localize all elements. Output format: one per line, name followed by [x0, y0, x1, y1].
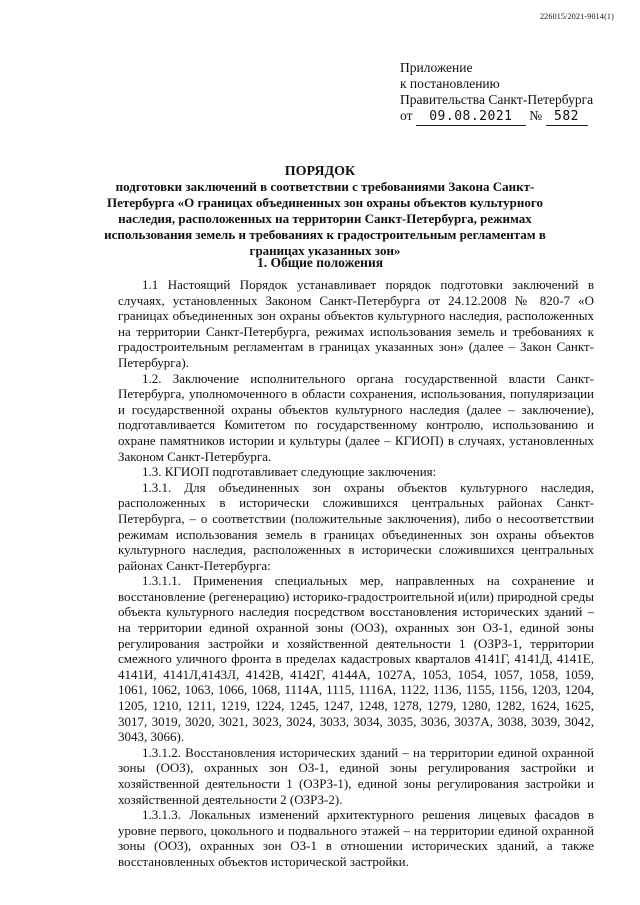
appendix-line-3: Правительства Санкт-Петербурга [400, 92, 594, 107]
appendix-date-line [400, 108, 600, 126]
paragraph-1-3-1-2: 1.3.1.2. Восстановления исторических зданий – на территории единой охранной зоны (ООЗ), охранных зон ОЗ-1, единой зоны регулирования застройки и хозяйственной деятельности 1 (ОЗРЗ-1), единой зоны регулирования застройки и хозяйственной деятельности 2 (ОЗРЗ-2). [118, 744, 594, 807]
document-title: ПОРЯДОК [284, 164, 356, 179]
paragraph-1-3: 1.3. КГИОП подготавливает следующие заключения: [142, 464, 437, 480]
appendix-line-1: Приложение [400, 60, 473, 75]
appendix-block [400, 60, 600, 126]
decree-number: 582 [546, 109, 588, 126]
paragraph-1-3-1-3: 1.3.1.3. Локальных изменений архитектурного решения лицевых фасадов в уровне первого, цокольного и подвального этажей – на территории единой охранной зоны (ООЗ), охранных зон ОЗ-1 в отношении исторических зданий, а также восстановленных объектов исторической застройки. [118, 807, 594, 869]
paragraph-1-2: 1.2. Заключение исполнительного органа государственной власти Санкт-Петербурга, уполномоченного в области сохранения, использования, популяризации и государственной охраны объектов культурного наследия (далее – заключение), подготавливается Комитетом по государственному контролю, использованию и охране памятников истории и культуры (далее – КГИОП) в случаях, установленных Законом Санкт-Петербурга. [118, 370, 594, 464]
paragraph-1-1: 1.1 Настоящий Порядок устанавливает порядок подготовки заключений в случаях, установленных Законом Санкт-Петербурга от 24.12.2008 № 820-7 «О границах объединенных зон охраны объектов культурного наследия, расположенных на территории Санкт-Петербурга, режимах использования земель и требованиях к градостроительным регламентам в границах указанных зон» (далее – Закон Санкт-Петербурга). [118, 277, 594, 370]
date-prefix: от [400, 108, 413, 123]
paragraph-1-3-1: 1.3.1. Для объединенных зон охраны объектов культурного наследия, расположенных в исторически сложившихся центральных районах Санкт-Петербурга, – о соответствии (положительные заключения), либо о несоответствии режимам использования земель в границах объединенных зон охраны объектов культурного наследия, расположенных в исторически сложившихся центральных районах Санкт-Петербурга: [118, 479, 594, 573]
appendix-line-2: к постановлению [400, 76, 500, 91]
number-prefix: № [529, 108, 543, 123]
paragraph-1-3-1-1: 1.3.1.1. Применения специальных мер, направленных на сохранение и восстановление (регенерацию) историко-градостроительной и(или) природной среды объекта культурного наследия посредством восстановления исторических зданий – на территории единой охранной зоны (ООЗ), охранных зон ОЗ-1, единой зоны регулирования застройки и хозяйственной деятельности 1 (ОЗРЗ-1, территории смежного уличного фронта в пределах кадастровых кварталов 4141Г, 4141Д, 4141Е, 4141И, 4141Л,4143Л, 4142В, 4142Г, 4144А, 1027А, 1053, 1054, 1057, 1058, 1059, 1061, 1062, 1063, 1066, 1068, 1114А, 1115, 1116А, 1122, 1136, 1155, 1156, 1203, 1204, 1205, 1210, 1211, 1219, 1224, 1245, 1247, 1248, 1278, 1279, 1280, 1282, 1624, 1625, 3017, 3019, 3020, 3021, 3023, 3024, 3033, 3034, 3035, 3036, 3037А, 3038, 3039, 3042, 3043, 3066). [118, 573, 594, 745]
document-body [118, 277, 594, 870]
document-number: 226015/2021-9014(1) [539, 12, 614, 21]
document-subtitle: подготовки заключений в соответствии с требованиями Закона Санкт-Петербурга «О границах объединенных зон охраны объектов культурного наследия, расположенных на территории Санкт-Петербурга, режимах использования земель и требованиях к градостроительным регламентам в границах указанных зон» [104, 179, 546, 258]
decree-date: 09.08.2021 [416, 109, 526, 126]
section-heading: 1. Общие положения [256, 255, 384, 270]
